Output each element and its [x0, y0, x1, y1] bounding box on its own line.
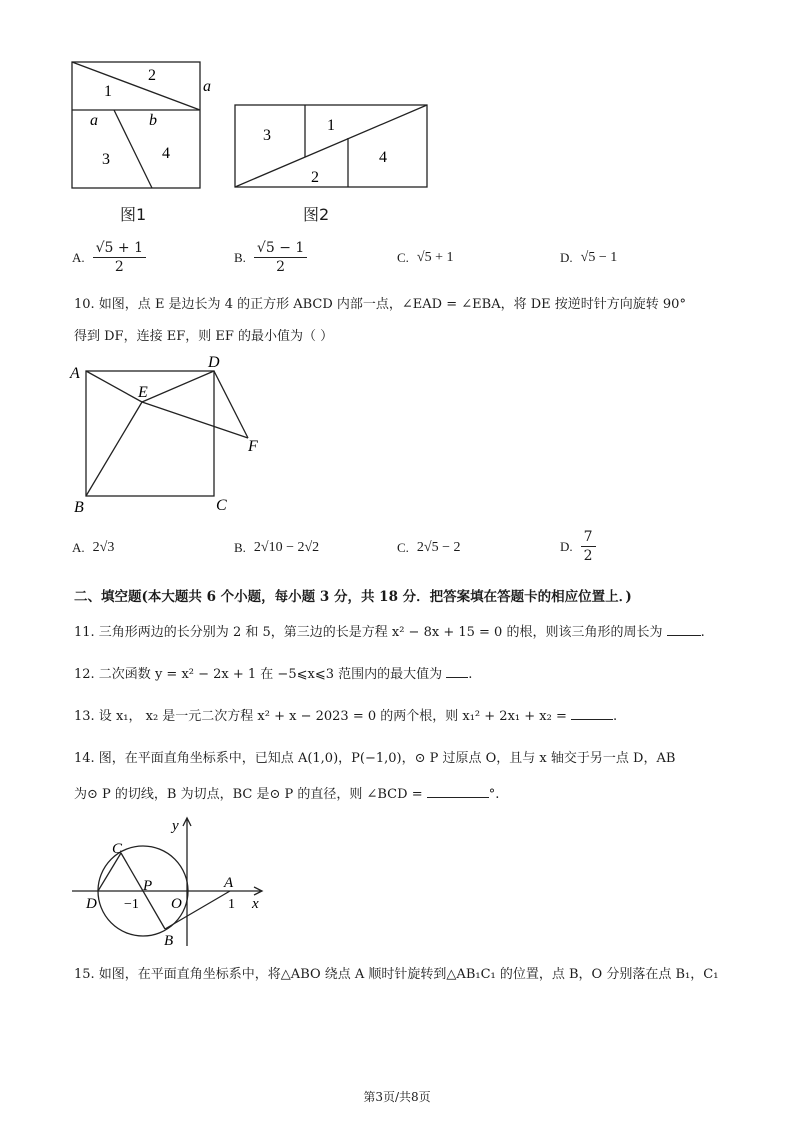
fig1-label-2: 2 — [148, 67, 156, 84]
fig2-label-4: 4 — [379, 149, 387, 166]
q10-label-E: E — [138, 384, 148, 401]
fig1-label-3: 3 — [102, 151, 110, 168]
q10-text-line1: 10. 如图，点 E 是边长为 4 的正方形 ABCD 内部一点，∠EAD = ∠EBA，将 DE 按逆时针方向旋转 90° — [74, 297, 686, 312]
q14-text-line1: 14. 图，在平面直角坐标系中，已知点 A(1,0)，P(−1,0)，⊙ P 过原点 O，且与 x 轴交于另一点 D，AB — [74, 751, 676, 766]
q10-option-a: A. 2√3 — [72, 540, 115, 555]
q15-text: 15. 如图，在平面直角坐标系中，将△ABO 绕点 A 顺时针旋转到△AB₁C₁ 的位置，点 B，O 分别落在点 B₁，C₁ — [74, 967, 719, 982]
q14-label-B: B — [164, 933, 174, 949]
q14-text-line2: 为⊙ P 的切线，B 为切点，BC 是⊙ P 的直径，则 ∠BCD = °. — [74, 787, 500, 802]
q10-label-B: B — [74, 499, 84, 516]
q10-option-d: D. $\frac{7}{2}$ — [560, 529, 596, 564]
q14-label-minus1: −1 — [124, 897, 139, 912]
q10-label-C: C — [216, 497, 227, 514]
fig1-label-b-bottom: b — [149, 112, 157, 129]
q9-option-d: D. √5 − 1 — [560, 250, 618, 265]
fig1-label-a-side: a — [203, 78, 211, 95]
fig1-caption: 图1 — [120, 205, 147, 224]
q14-label-y: y — [172, 818, 179, 834]
fig2-label-2: 2 — [311, 169, 319, 186]
fig2-label-3: 3 — [263, 127, 271, 144]
fig2-label-1: 1 — [327, 117, 335, 134]
q13-answer-blank[interactable] — [571, 719, 613, 720]
q11-text: 11. 三角形两边的长分别为 2 和 5，第三边的长是方程 x² − 8x + 15 = 0 的根，则该三角形的周长为 . — [74, 625, 705, 640]
q12-answer-blank[interactable] — [446, 677, 468, 678]
fig1-label-a-bottom: a — [90, 112, 98, 129]
q13-text: 13. 设 x₁， x₂ 是一元二次方程 x² + x − 2023 = 0 的两个根，则 x₁² + 2x₁ + x₂ = . — [74, 709, 618, 724]
fig1-label-4: 4 — [162, 145, 170, 162]
q10-figure — [62, 356, 272, 518]
q14-label-1: 1 — [228, 897, 235, 912]
q14-label-P: P — [143, 878, 153, 894]
q14-label-x: x — [252, 896, 259, 912]
q14-label-O: O — [171, 896, 182, 912]
q9-option-c: C. √5 + 1 — [397, 250, 454, 265]
q10-text-line2: 得到 DF，连接 EF，则 EF 的最小值为（ ） — [74, 329, 334, 344]
q14-figure — [66, 812, 276, 952]
q14-label-A: A — [224, 875, 234, 891]
q11-answer-blank[interactable] — [667, 635, 701, 636]
q10-label-A: A — [70, 365, 80, 382]
q9-option-a: A. $\frac{√5 + 1}{2}$ — [72, 240, 146, 275]
q14-label-C: C — [112, 841, 123, 857]
fig2-caption: 图2 — [303, 205, 330, 224]
q14-label-D: D — [86, 896, 97, 912]
q14-answer-blank[interactable] — [427, 797, 489, 798]
section-2-heading: 二、填空题(本大题共 6 个小题，每小题 3 分，共 18 分．把答案填在答题卡的相应位置上．) — [74, 589, 632, 605]
q10-option-c: C. 2√5 − 2 — [397, 540, 461, 555]
figure-2 — [228, 98, 434, 192]
page-footer: 第3页/共8页 — [363, 1090, 431, 1104]
q10-label-F: F — [248, 438, 258, 455]
figure-1 — [60, 55, 230, 195]
q9-option-b: B. $\frac{√5 - 1}{2}$ — [234, 240, 307, 275]
q10-option-b: B. 2√10 − 2√2 — [234, 540, 320, 555]
q10-label-D: D — [208, 356, 220, 371]
fig1-label-1: 1 — [104, 83, 112, 100]
q12-text: 12. 二次函数 y = x² − 2x + 1 在 −5⩽x⩽3 范围内的最大值为 . — [74, 667, 473, 682]
